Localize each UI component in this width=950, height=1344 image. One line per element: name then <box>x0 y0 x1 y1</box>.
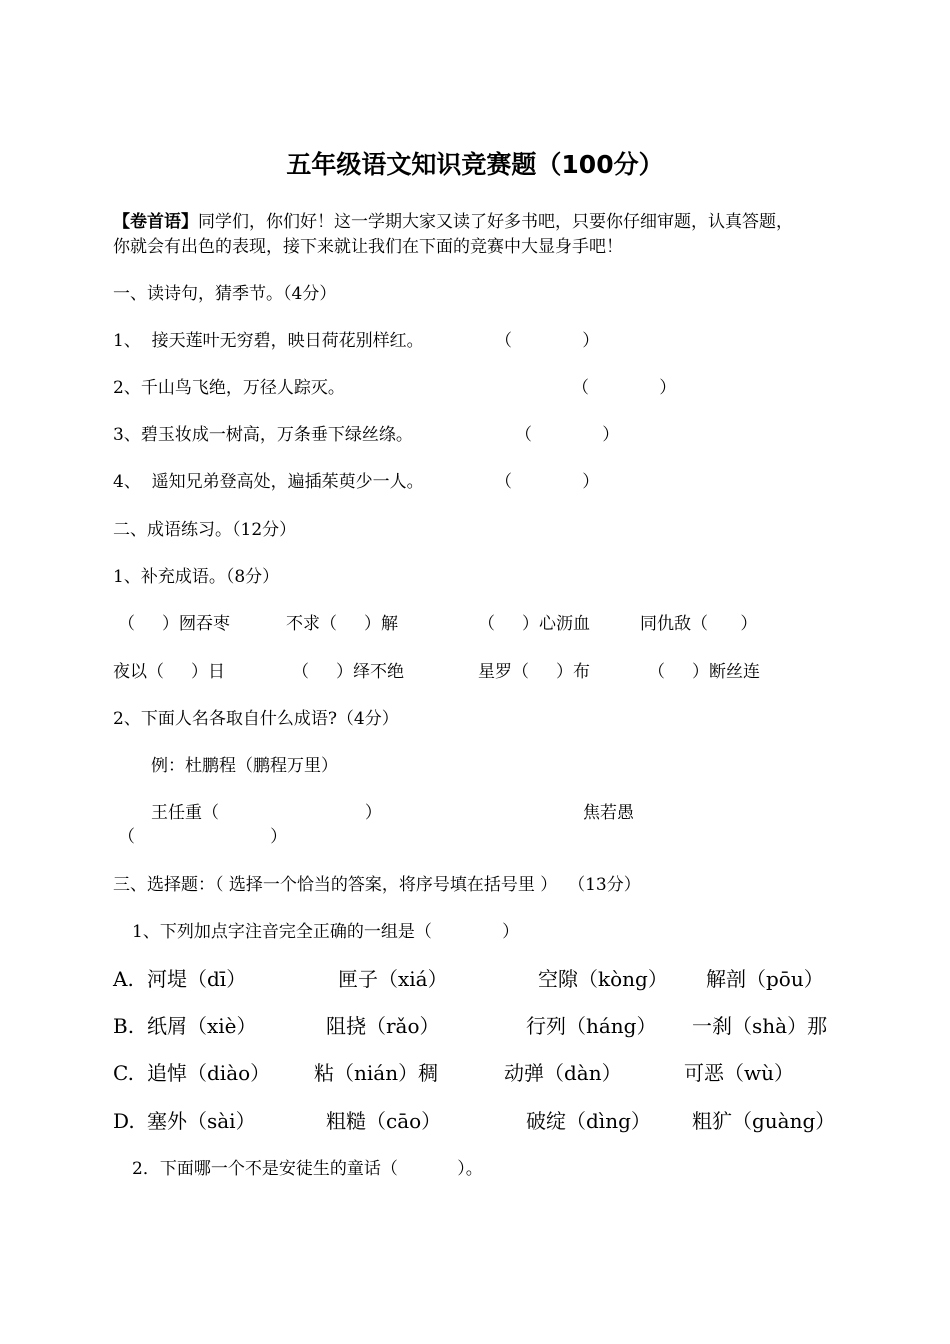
intro-text-1: 同学们，你们好！这一学期大家又读了好多书吧，只要你仔细审题，认真答题， <box>198 212 793 232</box>
page-title: 五年级语文知识竞赛题（100分） <box>286 150 664 179</box>
option-b-2: 阻挠（rǎo） <box>326 1014 440 1038</box>
poem-blank-2: （ ） <box>572 378 677 398</box>
option-a-3: 空隙（kòng） <box>538 967 668 991</box>
option-letter: B. <box>113 1014 135 1038</box>
option-d-1: 塞外（sài） <box>147 1109 256 1133</box>
name-item-1: 王任重（ ） <box>151 803 382 823</box>
poem-item-3: 3、碧玉妆成一树高，万条垂下绿丝绦。 <box>113 425 413 445</box>
intro-line-1 <box>113 210 793 234</box>
option-d-2: 粗糙（cāo） <box>326 1109 442 1133</box>
poem-blank-4: （ ） <box>495 472 600 492</box>
section-2-sub-1: 1、补充成语。（8分） <box>113 567 280 587</box>
option-a <box>113 967 134 991</box>
example-line: 例：杜鹏程（鹏程万里） <box>151 756 338 776</box>
intro-label: 【卷首语】 <box>113 212 198 232</box>
option-c-3: 动弹（dàn） <box>504 1061 622 1085</box>
intro-line-2: 你就会有出色的表现，接下来就让我们在下面的竞赛中大显身手吧！ <box>113 237 623 257</box>
option-c-1: 追悼（diào） <box>147 1061 271 1085</box>
idiom-row1-1: （ ）囫吞枣 <box>118 614 231 634</box>
option-b-3: 行列（háng） <box>526 1014 657 1038</box>
poem-item-4: 4、 遥知兄弟登高处，遍插茱萸少一人。 <box>113 472 424 492</box>
option-a-1: 河堤（dī） <box>147 967 247 991</box>
question-1: 1、下列加点字注音完全正确的一组是（ ） <box>132 922 520 942</box>
option-letter: A. <box>113 967 134 991</box>
idiom-row2-2: （ ）绎不绝 <box>292 662 405 682</box>
option-a-2: 匣子（xiá） <box>338 967 448 991</box>
section-2-heading: 二、成语练习。（12分） <box>113 520 297 540</box>
question-2: 2．下面哪一个不是安徒生的童话（ ）。 <box>132 1159 483 1179</box>
option-c-4: 可恶（wù） <box>684 1061 794 1085</box>
name-item-2-blank: （ ） <box>118 827 288 847</box>
idiom-row2-4: （ ）断丝连 <box>648 662 761 682</box>
section-1-heading: 一、读诗句，猜季节。（4分） <box>113 284 337 304</box>
option-d <box>113 1109 135 1133</box>
option-b <box>113 1014 134 1038</box>
option-b-1: 纸屑（xiè） <box>147 1014 257 1038</box>
section-2-sub-2: 2、下面人名各取自什么成语?（4分） <box>113 709 399 729</box>
idiom-row2-3: 星罗（ ）布 <box>478 662 591 682</box>
option-d-4: 粗犷（guàng） <box>692 1109 836 1133</box>
option-letter: C. <box>113 1061 134 1085</box>
option-c <box>113 1061 134 1085</box>
poem-item-2: 2、千山鸟飞绝，万径人踪灭。 <box>113 378 345 398</box>
idiom-row1-4: 同仇敌（ ） <box>640 614 758 634</box>
idiom-row1-2: 不求（ ）解 <box>286 614 399 634</box>
option-c-2: 粘（nián）稠 <box>314 1061 439 1085</box>
poem-blank-3: （ ） <box>515 425 620 445</box>
option-letter: D. <box>113 1109 135 1133</box>
option-b-4: 一刹（shà）那 <box>692 1014 828 1038</box>
name-item-2: 焦若愚 <box>583 803 634 823</box>
idiom-row1-3: （ ）心沥血 <box>478 614 591 634</box>
option-d-3: 破绽（dìng） <box>526 1109 651 1133</box>
option-a-4: 解剖（pōu） <box>706 967 824 991</box>
poem-item-1: 1、 接天莲叶无穷碧，映日荷花别样红。 <box>113 331 424 351</box>
poem-blank-1: （ ） <box>495 331 600 351</box>
idiom-row2-1: 夜以（ ）日 <box>113 662 226 682</box>
section-3-heading: 三、选择题：（ 选择一个恰当的答案，将序号填在括号里 ） （13分） <box>113 875 641 895</box>
